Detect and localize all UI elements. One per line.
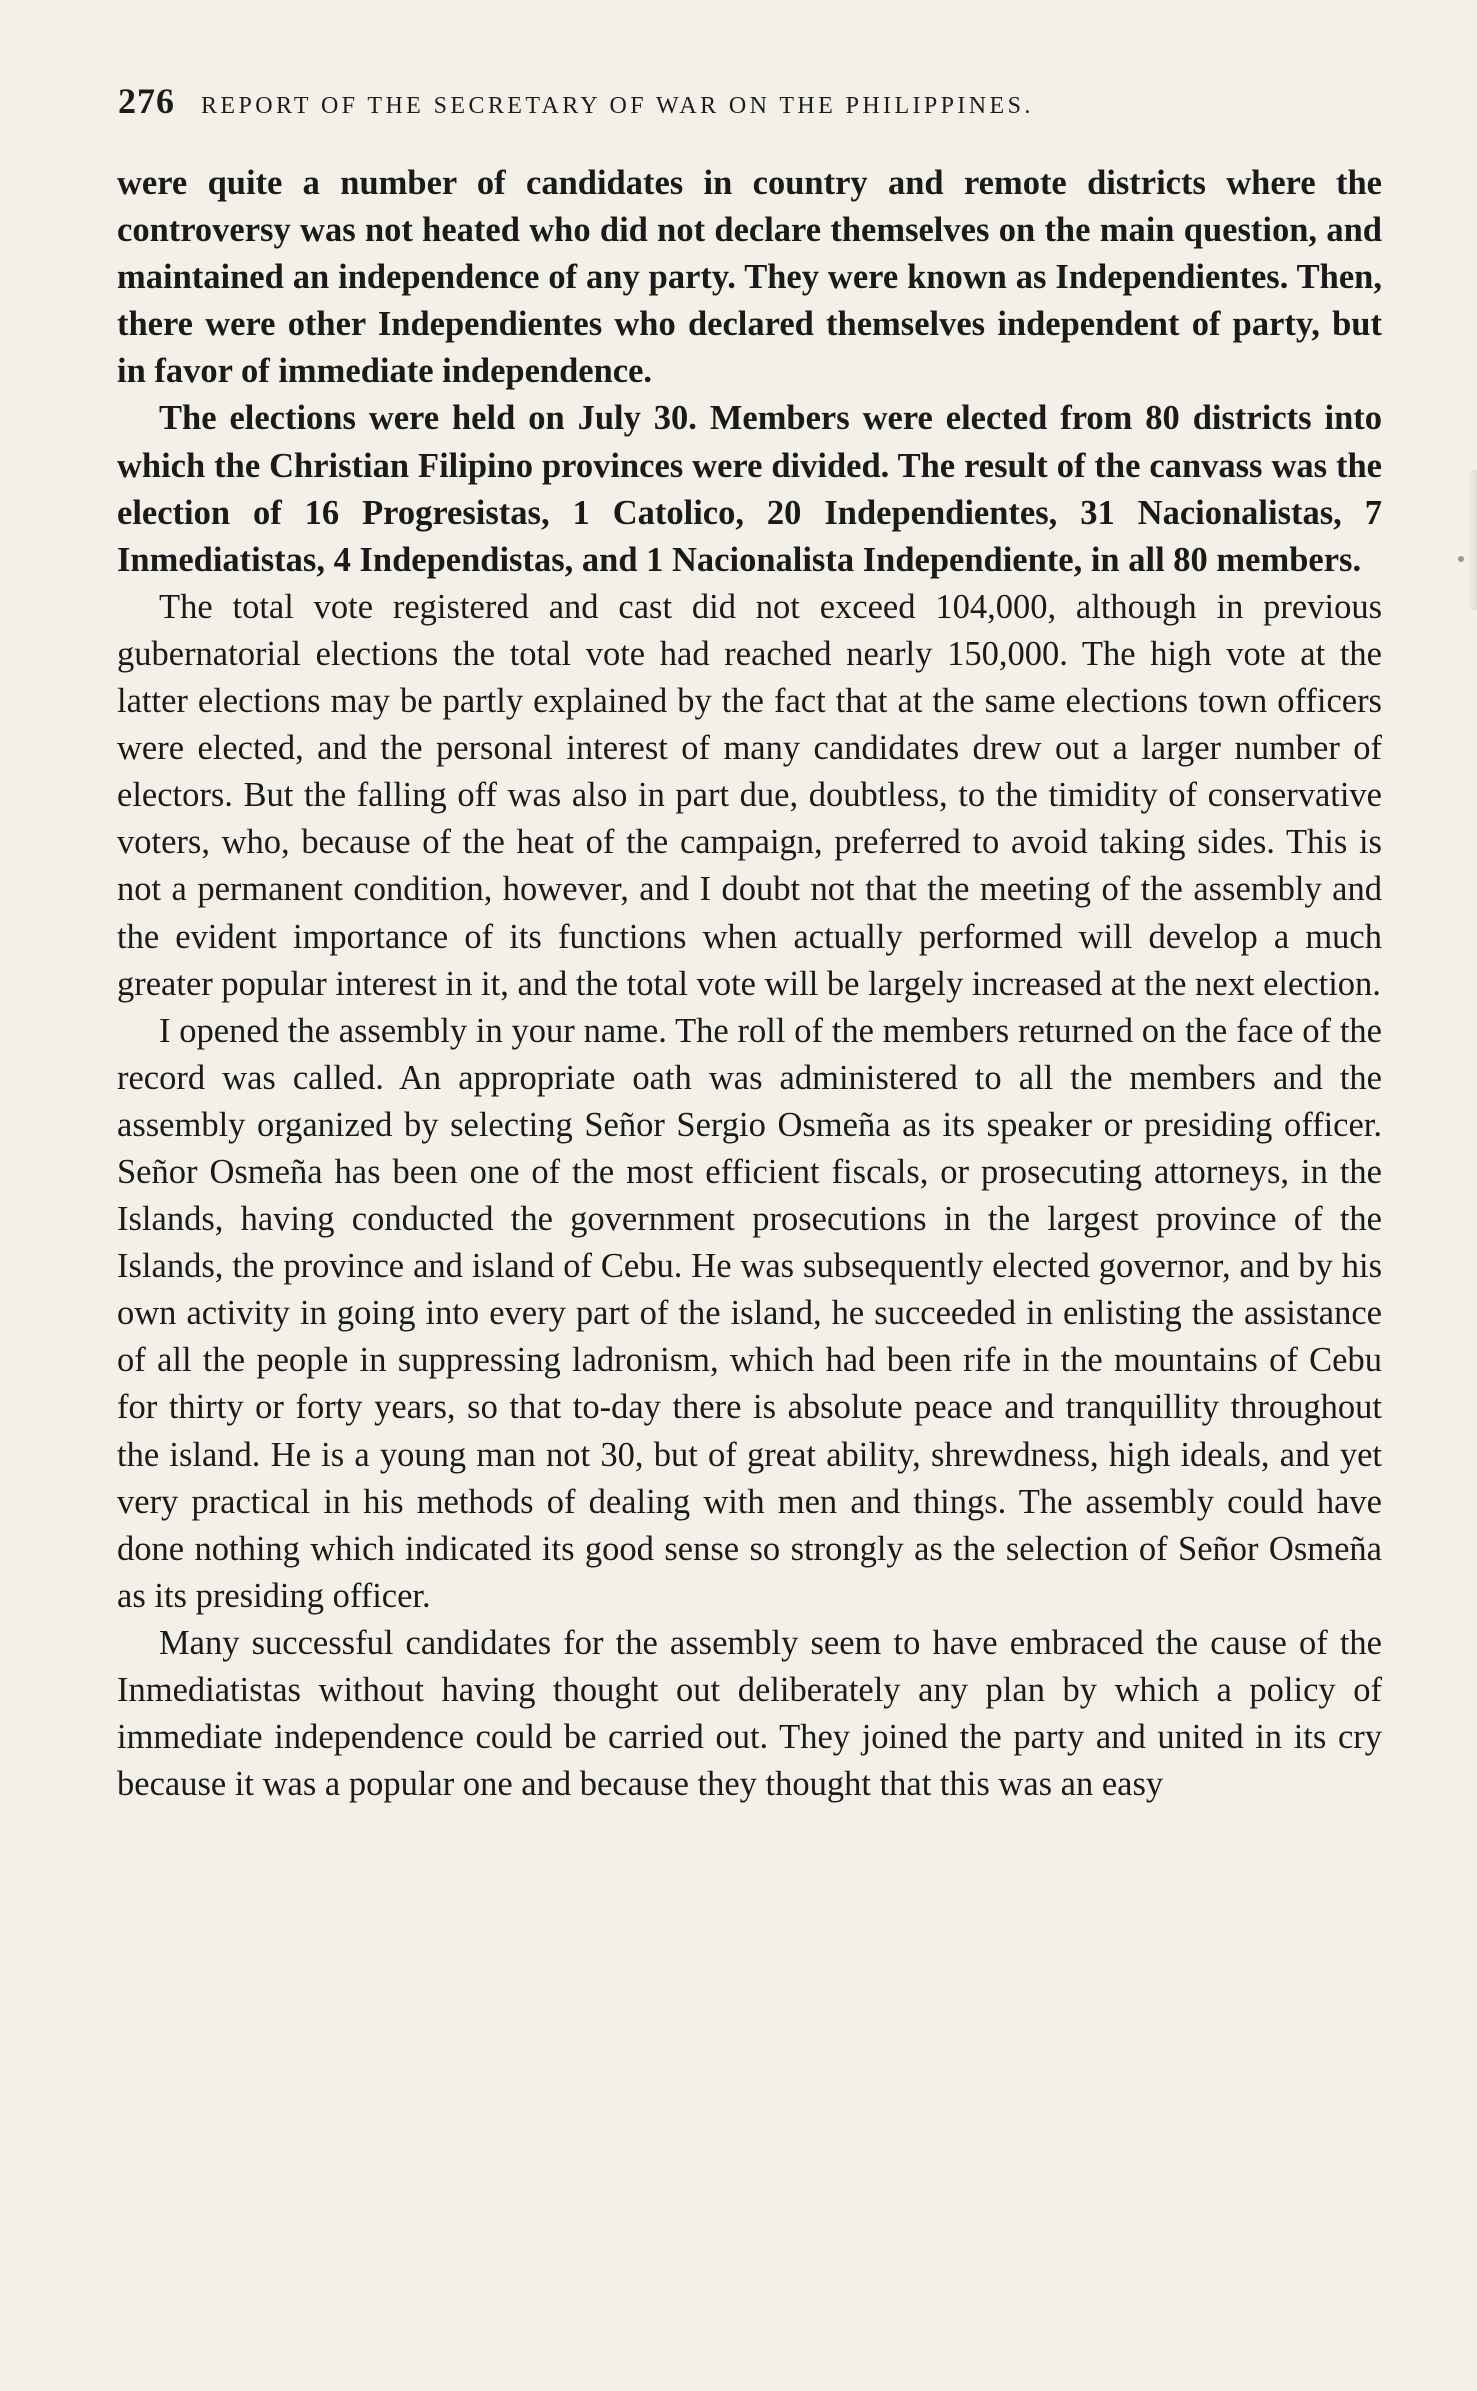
paragraph-inmediatistas: Many successful candidates for the assembly seem to have embraced the cause of the Inmediatistas without having thought out deliberately any plan by which a policy of immediate independence could be carried out. They joined the party and united in its cry because it was a popular one and because they thought that this was an easy xyxy=(117,1623,1382,1804)
paragraph-assembly-opening: I opened the assembly in your name. The roll of the members returned on the face of the record was called. An appropriate oath was administered to all the members and the assembly organized by selecting Señor Sergio Osmeña as its speaker or presiding officer. Señor Osmeña has been one of the most efficient fiscals, or prosecuting attorneys, in the Islands, having conducted the government prosecutions in the largest province of the Islands, the province and island of Cebu. He was subsequently elected governor, and by his own activity in going into every part of the island, he succeeded in enlisting the assistance of all the people in suppressing ladronism, which had been rife in the mountains of Cebu for thirty or forty years, so that to-day there is absolute peace and tranquillity throughout the island. He is a young man not 30, but of great ability, shrewdness, high ideals, and yet very practical in his methods of dealing with men and things. The assembly could have done nothing which indicated its good sense so strongly as the selection of Señor Osmeña as its presiding officer. xyxy=(117,1011,1382,1615)
page-number: 276 xyxy=(118,81,175,121)
paragraph-total-vote: The total vote registered and cast did not exceed 104,000, although in previous gubernatorial elections the total vote had reached nearly 150,000. The high vote at the latter elections may be partly explained by the fact that at the same elections town officers were elected, and the personal interest of many candidates drew out a larger number of electors. But the falling off was also in part due, doubtless, to the timidity of conservative voters, who, because of the heat of the campaign, preferred to avoid taking sides. This is not a permanent condition, however, and I doubt not that the meeting of the assembly and the evident importance of its functions when actually performed will develop a much greater popular interest in it, and the total vote will be largely increased at the next election. xyxy=(117,587,1382,1003)
body-text xyxy=(117,160,1382,1808)
page-header xyxy=(118,80,1378,122)
running-title: REPORT OF THE SECRETARY OF WAR ON THE PHILIPPINES. xyxy=(201,93,1034,119)
page-edge-shadow xyxy=(1467,470,1477,610)
paragraph-elections: The elections were held on July 30. Members were elected from 80 districts into which the Christian Filipino provinces were divided. The result of the canvass was the election of 16 Progresistas, 1 Catolico, 20 Independientes, 31 Nacionalistas, 7 Inmediatistas, 4 Independistas, and 1 Nacionalista Independiente, in all 80 members. xyxy=(117,399,1382,579)
paragraph-continued: were quite a number of candidates in country and remote districts where the controversy was not heated who did not declare themselves on the main question, and maintained an independence of any party. They were known as Independientes. Then, there were other Independientes who declared themselves independent of party, but in favor of immediate independence. xyxy=(117,164,1382,391)
margin-dot xyxy=(1458,556,1464,562)
